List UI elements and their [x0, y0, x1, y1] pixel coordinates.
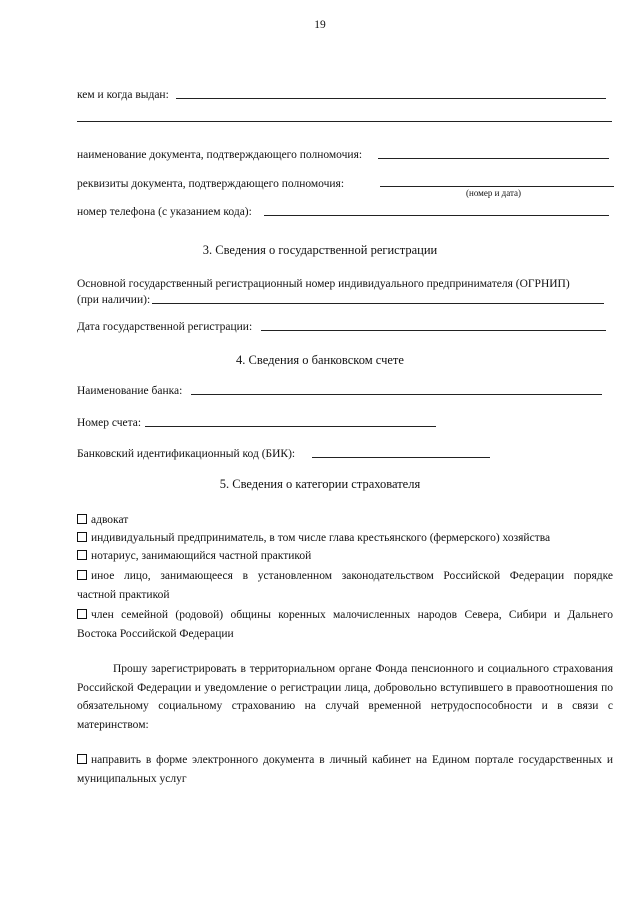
category-option-notary[interactable]: [77, 547, 613, 566]
section-5-title: 5. Сведения о категории страхователя: [219, 477, 421, 491]
category-option-advocate[interactable]: [77, 511, 613, 530]
category-option-indigenous-community[interactable]: [77, 606, 613, 644]
bik-label: Банковский идентификационный код (БИК):: [77, 448, 296, 460]
option-label: направить в форме электронного документа в личный кабинет на Едином портале государственных и: [91, 754, 613, 766]
checkbox[interactable]: [77, 532, 87, 542]
authority-doc-details-field[interactable]: [380, 186, 614, 187]
issued-by-field-continued[interactable]: [77, 121, 612, 122]
account-number-label: Номер счета:: [77, 417, 142, 429]
checkbox[interactable]: [77, 514, 87, 524]
registration-date-field[interactable]: [261, 330, 606, 331]
checkbox[interactable]: [77, 609, 87, 619]
option-label: иное лицо, занимающееся в установленном законодательством Российской Федерации порядке: [91, 570, 613, 582]
ogrnip-field[interactable]: [152, 303, 604, 304]
authority-doc-name-field[interactable]: [378, 158, 609, 159]
authority-doc-details-hint: (номер и дата): [466, 188, 522, 198]
ogrnip-label-line1: Основной государственный регистрационный номер индивидуального предпринимателя (ОГРНИП): [77, 278, 570, 290]
authority-doc-name-label: наименование документа, подтверждающего полномочия:: [77, 149, 363, 161]
bik-field[interactable]: [312, 457, 490, 458]
option-label: нотариус, занимающийся частной практикой: [91, 550, 312, 562]
registration-date-label: Дата государственной регистрации:: [77, 321, 253, 333]
bank-name-label: Наименование банка:: [77, 385, 183, 397]
checkbox[interactable]: [77, 570, 87, 580]
phone-label: номер телефона (с указанием кода):: [77, 206, 252, 218]
account-number-field[interactable]: [145, 426, 436, 427]
issued-by-label: кем и когда выдан:: [77, 89, 169, 101]
page-number: 19: [314, 19, 326, 31]
option-label-continued: Востока Российской Федерации: [77, 628, 234, 640]
option-label-continued: частной практикой: [77, 589, 170, 601]
delivery-option-epgu[interactable]: [77, 751, 613, 789]
section-3-title: 3. Сведения о государственной регистрации: [202, 243, 438, 257]
option-label: индивидуальный предприниматель, в том числе глава крестьянского (фермерского) хозяйства: [91, 532, 551, 544]
issued-by-field[interactable]: [176, 98, 606, 99]
bank-name-field[interactable]: [191, 394, 602, 395]
option-label: член семейной (родовой) общины коренных малочисленных народов Севера, Сибири и Дальнего: [91, 609, 613, 621]
request-text: Прошу зарегистрировать в территориальном органе Фонда пенсионного и социального страхования Российской Федерации и уведомление о регистрации лица, добровольно вступившего в правоотношения по обязательному социальному страхованию на случай временной нетрудоспособности и в связи с материнством:: [77, 663, 613, 731]
request-paragraph: [77, 660, 613, 734]
checkbox[interactable]: [77, 754, 87, 764]
checkbox[interactable]: [77, 550, 87, 560]
authority-doc-details-label: реквизиты документа, подтверждающего полномочия:: [77, 178, 345, 190]
option-label-continued: муниципальных услуг: [77, 773, 187, 785]
category-option-private-practice[interactable]: [77, 567, 613, 605]
ogrnip-label-line2: (при наличии):: [77, 294, 151, 306]
category-option-entrepreneur[interactable]: [77, 529, 613, 548]
option-label: адвокат: [91, 514, 129, 526]
section-4-title: 4. Сведения о банковском счете: [236, 353, 404, 367]
phone-field[interactable]: [264, 215, 609, 216]
